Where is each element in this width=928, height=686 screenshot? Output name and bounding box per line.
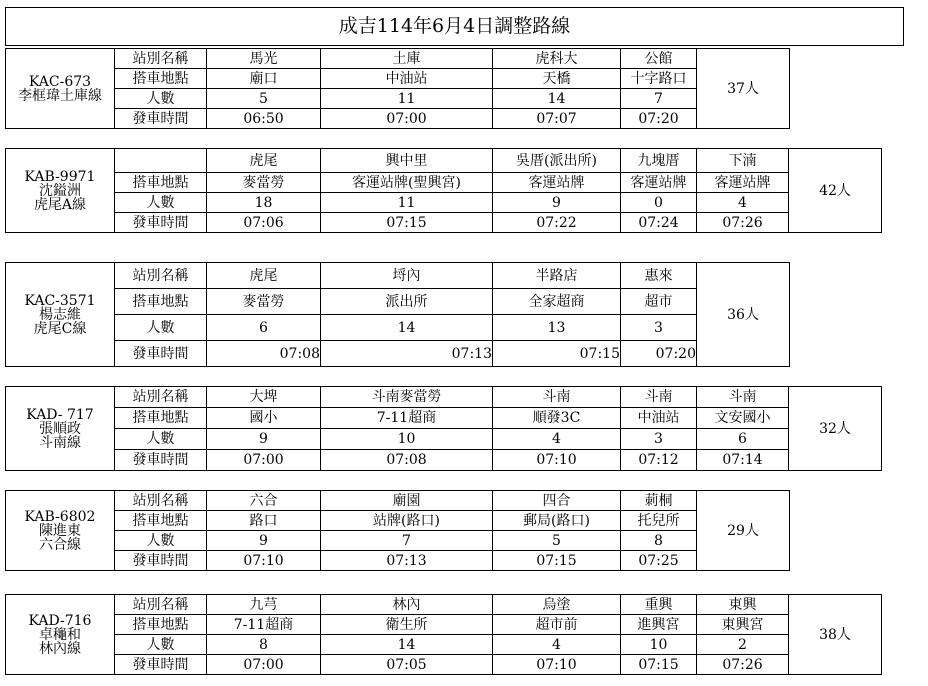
departure-time-row [6, 213, 882, 233]
route-line: KAB-9971 [24, 168, 96, 185]
boarding-place: 郵局(路口) [493, 511, 621, 531]
row-label: 搭車地點 [115, 69, 207, 89]
departure-time: 07:26 [697, 213, 789, 233]
station-name: 土庫 [321, 49, 493, 69]
departure-time: 07:10 [207, 551, 321, 571]
station-name: 惠來 [621, 263, 697, 289]
page-title: 成吉114年6月4日調整路線 [5, 7, 904, 46]
total-passengers: 38人 [789, 595, 882, 675]
boarding-place-row [6, 173, 882, 193]
passenger-count-row [6, 531, 790, 551]
station-name: 斗南 [621, 387, 697, 408]
boarding-place: 全家超商 [493, 289, 621, 315]
station-name: 公館 [621, 49, 697, 69]
departure-time: 07:07 [493, 109, 621, 129]
departure-time: 07:26 [697, 655, 789, 675]
station-name: 四合 [493, 491, 621, 511]
passenger-count: 14 [321, 635, 493, 655]
departure-time-row [6, 655, 882, 675]
route-info [6, 491, 115, 571]
row-label: 人數 [115, 193, 207, 213]
route-line: 卓龝和 [39, 626, 81, 643]
station-name: 重興 [621, 595, 697, 615]
boarding-place: 國小 [207, 408, 321, 429]
passenger-count: 13 [493, 315, 621, 341]
route-line: 虎尾C線 [33, 320, 87, 337]
boarding-place: 托兒所 [621, 511, 697, 531]
passenger-count-row [6, 315, 790, 341]
row-label: 人數 [115, 429, 207, 450]
boarding-place: 7-11超商 [321, 408, 493, 429]
station-name: 斗南 [697, 387, 789, 408]
station-name: 烏塗 [493, 595, 621, 615]
departure-time: 07:20 [621, 109, 697, 129]
route-line: KAC-673 [28, 73, 92, 90]
station-name: 吳厝(派出所) [493, 149, 621, 173]
departure-time: 07:10 [493, 655, 621, 675]
route-line: KAD- 717 [26, 406, 94, 423]
departure-time: 07:15 [321, 213, 493, 233]
station-name: 馬光 [207, 49, 321, 69]
station-name-row [6, 49, 790, 69]
boarding-place-row [6, 69, 790, 89]
departure-time: 07:14 [697, 450, 789, 471]
route-line: 沈鎰洲 [39, 182, 81, 199]
row-label: 人數 [115, 315, 207, 341]
route-info [6, 149, 115, 233]
departure-time-row [6, 109, 790, 129]
passenger-count: 8 [207, 635, 321, 655]
route-table [5, 148, 882, 233]
passenger-count: 4 [697, 193, 789, 213]
route-table [5, 262, 790, 367]
station-name: 虎科大 [493, 49, 621, 69]
boarding-place-row [6, 289, 790, 315]
departure-time: 07:08 [207, 341, 321, 367]
route-line: 虎尾A線 [33, 196, 87, 213]
boarding-place: 站牌(路口) [321, 511, 493, 531]
row-label: 發車時間 [115, 450, 207, 471]
boarding-place: 順發3C [493, 408, 621, 429]
route-info [6, 49, 115, 129]
row-label: 站別名稱 [115, 595, 207, 615]
departure-time: 07:15 [621, 655, 697, 675]
passenger-count: 3 [621, 315, 697, 341]
station-name: 下湳 [697, 149, 789, 173]
boarding-place: 超市前 [493, 615, 621, 635]
row-label: 發車時間 [115, 341, 207, 367]
route-line: 斗南線 [39, 434, 81, 451]
passenger-count: 5 [493, 531, 621, 551]
station-name: 林內 [321, 595, 493, 615]
route-table [5, 490, 790, 571]
departure-time: 07:13 [321, 551, 493, 571]
route-line: 六合線 [39, 536, 81, 553]
passenger-count: 9 [493, 193, 621, 213]
station-name-row [6, 149, 882, 173]
departure-time: 07:00 [207, 655, 321, 675]
departure-time: 06:50 [207, 109, 321, 129]
boarding-place-row [6, 408, 882, 429]
row-label: 人數 [115, 89, 207, 109]
boarding-place: 麥當勞 [207, 173, 321, 193]
station-name: 斗南麥當勞 [321, 387, 493, 408]
departure-time: 07:00 [207, 450, 321, 471]
row-label [115, 149, 207, 173]
passenger-count: 9 [207, 531, 321, 551]
departure-time: 07:13 [321, 341, 493, 367]
boarding-place: 中油站 [321, 69, 493, 89]
row-label: 人數 [115, 531, 207, 551]
boarding-place: 進興宮 [621, 615, 697, 635]
row-label: 站別名稱 [115, 263, 207, 289]
total-passengers: 37人 [697, 49, 790, 129]
boarding-place: 東興宮 [697, 615, 789, 635]
passenger-count: 6 [697, 429, 789, 450]
route-line: 李框瑋土庫線 [18, 87, 102, 104]
total-passengers: 42人 [789, 149, 882, 233]
passenger-count-row [6, 429, 882, 450]
station-name-row [6, 387, 882, 408]
passenger-count: 7 [321, 531, 493, 551]
departure-time: 07:10 [493, 450, 621, 471]
departure-time: 07:20 [621, 341, 697, 367]
station-name: 斗南 [493, 387, 621, 408]
passenger-count-row [6, 635, 882, 655]
row-label: 搭車地點 [115, 289, 207, 315]
station-name-row [6, 491, 790, 511]
passenger-count-row [6, 193, 882, 213]
boarding-place: 麥當勞 [207, 289, 321, 315]
passenger-count: 7 [621, 89, 697, 109]
boarding-place: 7-11超商 [207, 615, 321, 635]
passenger-count: 4 [493, 635, 621, 655]
passenger-count: 10 [621, 635, 697, 655]
departure-time: 07:05 [321, 655, 493, 675]
route-line: KAC-3571 [24, 292, 96, 309]
station-name: 大埤 [207, 387, 321, 408]
station-name: 六合 [207, 491, 321, 511]
departure-time-row [6, 450, 882, 471]
boarding-place: 文安國小 [697, 408, 789, 429]
row-label: 發車時間 [115, 655, 207, 675]
passenger-count: 3 [621, 429, 697, 450]
row-label: 搭車地點 [115, 408, 207, 429]
boarding-place: 客運站牌(聖興宮) [321, 173, 493, 193]
row-label: 搭車地點 [115, 511, 207, 531]
route-info [6, 263, 115, 367]
route-info [6, 595, 115, 675]
row-label: 搭車地點 [115, 173, 207, 193]
boarding-place-row [6, 615, 882, 635]
passenger-count: 5 [207, 89, 321, 109]
passenger-count: 8 [621, 531, 697, 551]
station-name: 廟園 [321, 491, 493, 511]
departure-time: 07:12 [621, 450, 697, 471]
passenger-count: 6 [207, 315, 321, 341]
departure-time: 07:25 [621, 551, 697, 571]
boarding-place: 路口 [207, 511, 321, 531]
departure-time: 07:15 [493, 551, 621, 571]
total-passengers: 32人 [789, 387, 882, 471]
departure-time-row [6, 551, 790, 571]
route-table [5, 386, 882, 471]
row-label: 搭車地點 [115, 615, 207, 635]
boarding-place: 衛生所 [321, 615, 493, 635]
route-table [5, 594, 882, 675]
row-label: 發車時間 [115, 109, 207, 129]
total-passengers: 29人 [697, 491, 790, 571]
departure-time: 07:15 [493, 341, 621, 367]
passenger-count: 14 [321, 315, 493, 341]
route-line: KAD-716 [28, 612, 92, 629]
route-line: 陳進東 [39, 522, 81, 539]
passenger-count: 9 [207, 429, 321, 450]
departure-time: 07:08 [321, 450, 493, 471]
departure-time-row [6, 341, 790, 367]
departure-time: 07:06 [207, 213, 321, 233]
passenger-count: 2 [697, 635, 789, 655]
departure-time: 07:22 [493, 213, 621, 233]
departure-time: 07:24 [621, 213, 697, 233]
boarding-place: 中油站 [621, 408, 697, 429]
station-name-row [6, 263, 790, 289]
boarding-place: 客運站牌 [493, 173, 621, 193]
row-label: 站別名稱 [115, 49, 207, 69]
station-name: 興中里 [321, 149, 493, 173]
boarding-place: 超市 [621, 289, 697, 315]
passenger-count: 11 [321, 89, 493, 109]
route-line: 楊志維 [39, 306, 81, 323]
row-label: 站別名稱 [115, 387, 207, 408]
route-line: KAB-6802 [24, 508, 96, 525]
station-name: 虎尾 [207, 149, 321, 173]
total-passengers: 36人 [697, 263, 790, 367]
boarding-place: 天橋 [493, 69, 621, 89]
station-name: 半路店 [493, 263, 621, 289]
station-name-row [6, 595, 882, 615]
route-line: 林內線 [39, 640, 81, 657]
passenger-count-row [6, 89, 790, 109]
passenger-count: 14 [493, 89, 621, 109]
row-label: 站別名稱 [115, 491, 207, 511]
departure-time: 07:00 [321, 109, 493, 129]
boarding-place: 客運站牌 [621, 173, 697, 193]
passenger-count: 0 [621, 193, 697, 213]
passenger-count: 11 [321, 193, 493, 213]
station-name: 九芎 [207, 595, 321, 615]
boarding-place-row [6, 511, 790, 531]
route-table [5, 48, 790, 129]
passenger-count: 10 [321, 429, 493, 450]
station-name: 虎尾 [207, 263, 321, 289]
passenger-count: 4 [493, 429, 621, 450]
station-name: 埒內 [321, 263, 493, 289]
boarding-place: 派出所 [321, 289, 493, 315]
station-name: 東興 [697, 595, 789, 615]
row-label: 發車時間 [115, 551, 207, 571]
route-line: 張順政 [39, 420, 81, 437]
station-name: 九塊厝 [621, 149, 697, 173]
row-label: 人數 [115, 635, 207, 655]
station-name: 莿桐 [621, 491, 697, 511]
boarding-place: 十字路口 [621, 69, 697, 89]
boarding-place: 客運站牌 [697, 173, 789, 193]
row-label: 發車時間 [115, 213, 207, 233]
route-info [6, 387, 115, 471]
passenger-count: 18 [207, 193, 321, 213]
boarding-place: 廟口 [207, 69, 321, 89]
